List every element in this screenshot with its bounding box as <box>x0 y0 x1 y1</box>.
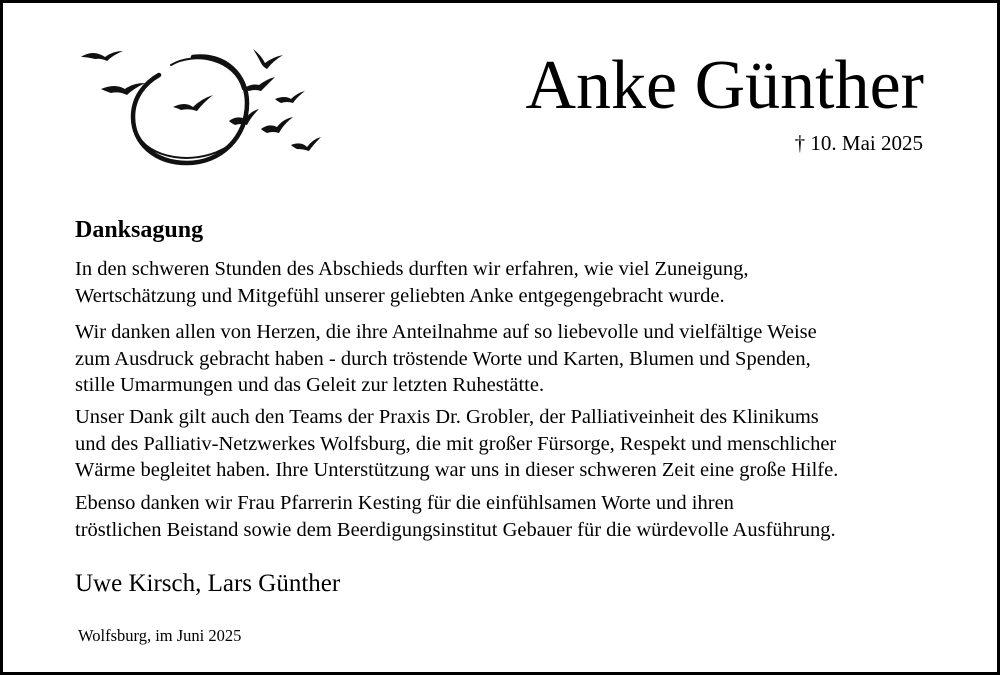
text-line: Wärme begleitet haben. Ihre Unterstützung war uns in dieser schweren Zeit eine große Hilfe. <box>75 459 839 481</box>
death-date: † 10. Mai 2025 <box>794 131 923 155</box>
text-line: Unser Dank gilt auch den Teams der Praxis Dr. Grobler, der Palliativeinheit des Klinikums <box>75 406 819 428</box>
section-heading: Danksagung <box>75 217 204 243</box>
paragraph-4 <box>75 490 955 543</box>
text-line: Wertschätzung und Mitgefühl unserer geliebten Anke entgegengebracht wurde. <box>75 284 725 307</box>
paragraph-2 <box>75 319 955 399</box>
deceased-name: Anke Günther <box>525 47 924 124</box>
paragraph-3 <box>75 404 955 484</box>
text-line: In den schweren Stunden des Abschieds durften wir erfahren, wie viel Zuneigung, <box>75 258 749 280</box>
text-line: tröstlichen Beistand sowie dem Beerdigungsinstitut Gebauer für die würdevolle Ausführung. <box>75 518 836 541</box>
moon-with-birds-icon <box>75 45 325 170</box>
text-line: Wir danken allen von Herzen, die ihre Anteilnahme auf so liebevolle und vielfältige Weise <box>75 321 817 343</box>
signers: Uwe Kirsch, Lars Günther <box>75 570 341 597</box>
text-line: zum Ausdruck gebracht haben - durch tröstende Worte und Karten, Blumen und Spenden, <box>75 347 811 370</box>
paragraph-1 <box>75 256 955 309</box>
text-line: Ebenso danken wir Frau Pfarrerin Kesting für die einfühlsamen Worte und ihren <box>75 492 734 514</box>
text-line: stille Umarmungen und das Geleit zur letzten Ruhestätte. <box>75 374 545 396</box>
text-line: und des Palliativ-Netzwerkes Wolfsburg, die mit großer Fürsorge, Respekt und menschlicher <box>75 432 837 455</box>
place-and-date: Wolfsburg, im Juni 2025 <box>78 626 242 645</box>
